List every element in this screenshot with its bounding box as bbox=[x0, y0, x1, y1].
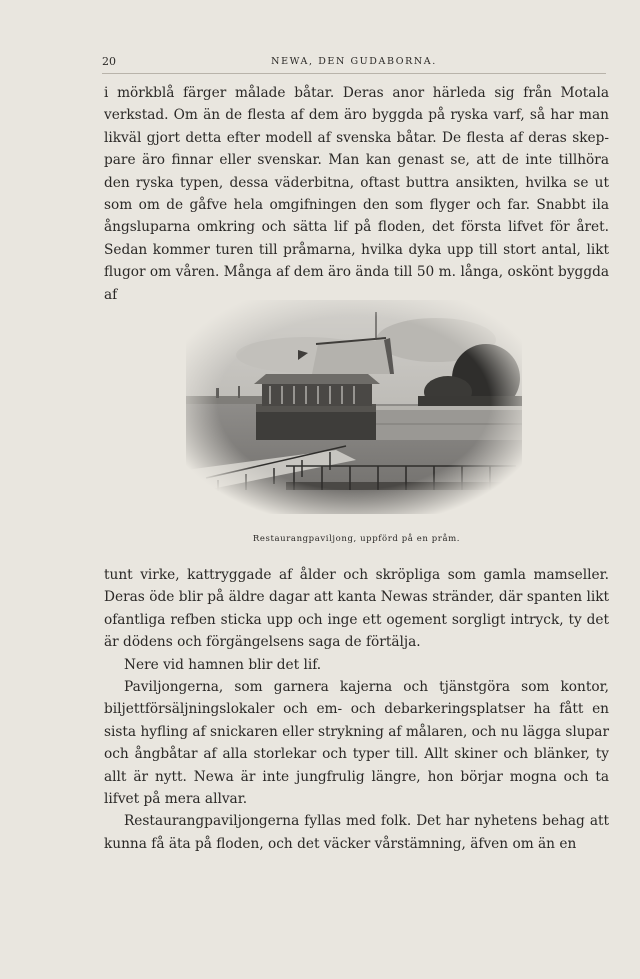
illustration-restaurant-pavilion bbox=[186, 300, 522, 514]
paragraph: Nere vid hamnen blir det lif. bbox=[124, 656, 322, 673]
paragraph: tunt virke, kattryggade af ålder och skröpliga som gamla mamseller. Deras öde blir på äldre dagar att kanta Newas stränder, där spanten likt ofantliga refben sticka upp och inge ett ogement sorgligt intryck, ty det är dödens och förgängelsens saga de förtälja. bbox=[104, 567, 609, 651]
paragraph: i mörkblå färger målade båtar. Deras anor härleda sig från Motala verkstad. Om än de flesta af dem äro byggda på ryska varf, så har man likväl gjort detta efter modell af svenska båtar. De flesta af deras skeppare äro finnar eller svenskar. Man kan genast se, att de inte tillhöra den ryska typen, dessa väderbitna, oftast buttra ansikten, hvilka se ut som om de gåfve hela omgifningen den som flyger och far. Snabbt ila ångsluparna omkring och sätta lif på floden, det första lifvet för året. Sedan kommer turen till pråmarna, hvilka dyka upp till stort antal, likt flugor om våren. Många af dem äro ända till 50 m. långa, oskönt byggda af bbox=[104, 85, 609, 303]
figure-caption: Restaurangpaviljong, uppförd på en pråm. bbox=[252, 534, 461, 544]
paragraph: Restaurangpaviljongerna fyllas med folk. Det har nyhetens behag att kunna få äta på floden, och det väcker vårstämning, äfven om än en bbox=[104, 813, 609, 852]
photo-vignette bbox=[186, 300, 522, 514]
page-number: 20 bbox=[102, 55, 116, 68]
body-text-top bbox=[104, 82, 609, 306]
body-text-bottom bbox=[104, 564, 609, 855]
page-header bbox=[102, 53, 606, 74]
paragraph: Paviljongerna, som garnera kajerna och tjänstgöra som kontor, biljettförsäljningslokaler och em- och debarkeringsplatser ha fått en sista hyfling af snickaren eller strykning af målaren, och nu lägga slupar och ångbåtar af alla storlekar och typer till. Allt skiner och blänker, ty allt är nytt. Newa är inte jungfrulig längre, hon börjar mogna och ta lifvet på mera allvar. bbox=[104, 679, 609, 808]
running-title: NEWA, DEN GUDABORNA. bbox=[271, 56, 437, 67]
